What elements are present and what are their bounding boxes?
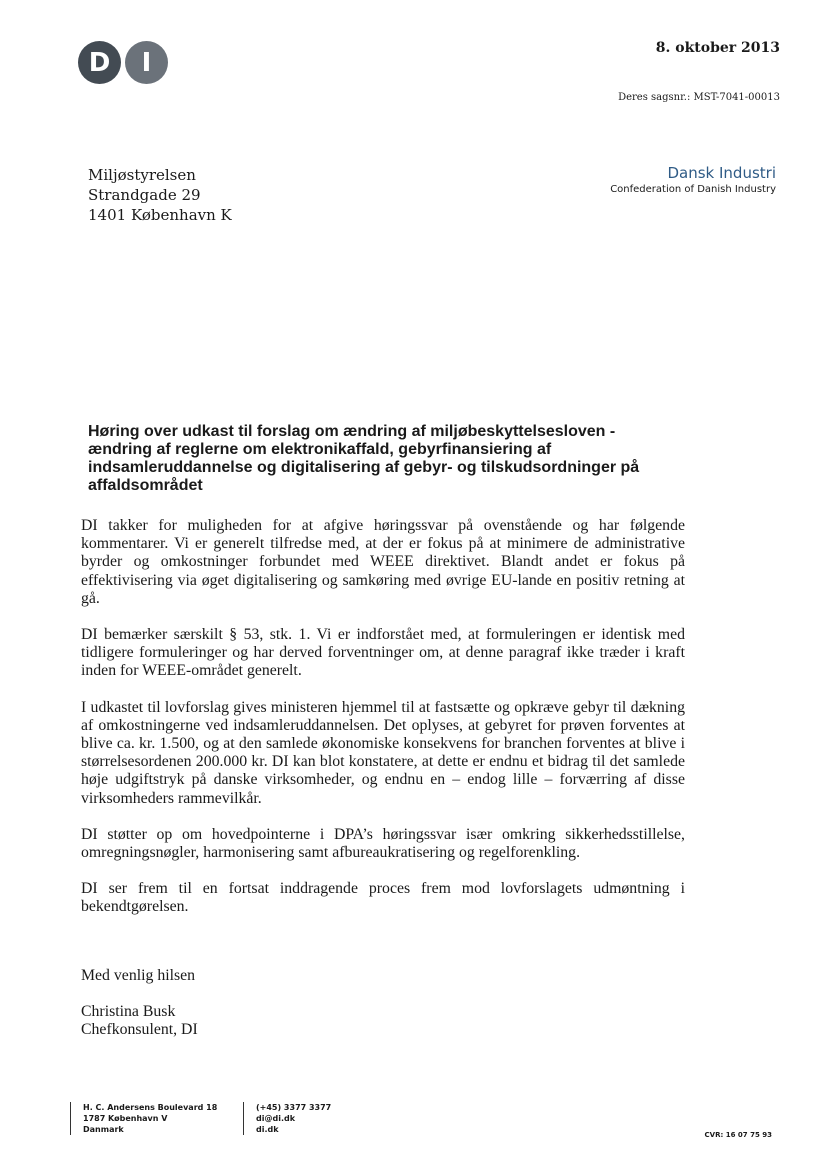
recipient-address xyxy=(88,165,232,225)
footer-cvr: CVR: 16 07 75 93 xyxy=(704,1131,772,1139)
footer-address-line-3: Danmark xyxy=(83,1125,124,1134)
logo-letter-i: I xyxy=(125,41,168,84)
sender-organization xyxy=(610,164,776,197)
closing-greeting: Med venlig hilsen xyxy=(81,967,196,984)
recipient-line-3: 1401 København K xyxy=(88,206,232,224)
body-paragraph-2: DI bemærker særskilt § 53, stk. 1. Vi er indforstået med, at formuleringen er identisk med tidligere formuleringer og har derved forventninger om, at denne paragraf ikke træder i kraft inden for WEEE-området generelt. xyxy=(81,626,685,680)
footer-address-line-1: H. C. Andersens Boulevard 18 xyxy=(83,1103,218,1112)
footer-web: di.dk xyxy=(256,1125,279,1134)
recipient-line-1: Miljøstyrelsen xyxy=(88,166,196,184)
organization-name: Dansk Industri xyxy=(667,164,776,182)
di-logo xyxy=(78,41,168,85)
footer-address-line-2: 1787 København V xyxy=(83,1114,168,1123)
logo-letter-d: D xyxy=(78,41,121,84)
body-paragraph-5: DI ser frem til en fortsat inddragende proces frem mod lovforslagets udmøntning i bekendtgørelsen. xyxy=(81,880,685,916)
letter-subject: Høring over udkast til forslag om ændring af miljøbeskyttelsesloven - ændring af reglerne om elektronikaffald, gebyrfinansiering af indsamleruddannelse og digitalisering af gebyr- og tilskudsordninger på affaldsområdet xyxy=(88,423,640,494)
letter-body xyxy=(81,517,685,935)
body-paragraph-4: DI støtter op om hovedpointerne i DPA’s høringssvar især omkring sikkerhedsstillelse, omregningsnøgler, harmonisering samt afbureaukratisering og regelforenkling. xyxy=(81,825,685,862)
body-paragraph-1: DI takker for muligheden for at afgive høringssvar på ovenstående og har følgende kommentarer. Vi er generelt tilfredse med, at der er fokus på at minimere de administrative byrder og omkostninger forbundet med WEEE direktivet. Blandt andet er fokus på effektivisering via øget digitalisering og samkøring med øvrige EU-lande en positiv retning at gå. xyxy=(81,517,685,607)
footer-phone: (+45) 3377 3377 xyxy=(256,1103,332,1112)
letter-date: 8. oktober 2013 xyxy=(655,40,780,56)
signer-name: Christina Busk xyxy=(81,1003,176,1021)
letter-closing xyxy=(81,967,198,1040)
reference-number: Deres sagsnr.: MST-7041-00013 xyxy=(618,92,780,103)
footer-contact xyxy=(243,1102,331,1135)
body-paragraph-3: I udkastet til lovforslag gives ministeren hjemmel til at fastsætte og opkræve gebyr til dækning af omkostningerne ved indsamleruddannelsen. Det oplyses, at gebyret for prøven forventes at blive ca. kr. 1.500, og at den samlede økonomiske konsekvens for branchen forventes at blive i størrelsesordenen 200.000 kr. DI kan blot konstatere, at dette er endnu et bidrag til det samlede høje udgiftstryk på danske virksomheder, og endnu en – endog lille – forværring af disse virksomheders rammevilkår. xyxy=(81,698,685,807)
footer-email: di@di.dk xyxy=(256,1114,296,1123)
signer-title: Chefkonsulent, DI xyxy=(81,1021,198,1039)
organization-subtitle: Confederation of Danish Industry xyxy=(610,184,776,195)
recipient-line-2: Strandgade 29 xyxy=(88,186,201,204)
footer-address xyxy=(70,1102,217,1135)
